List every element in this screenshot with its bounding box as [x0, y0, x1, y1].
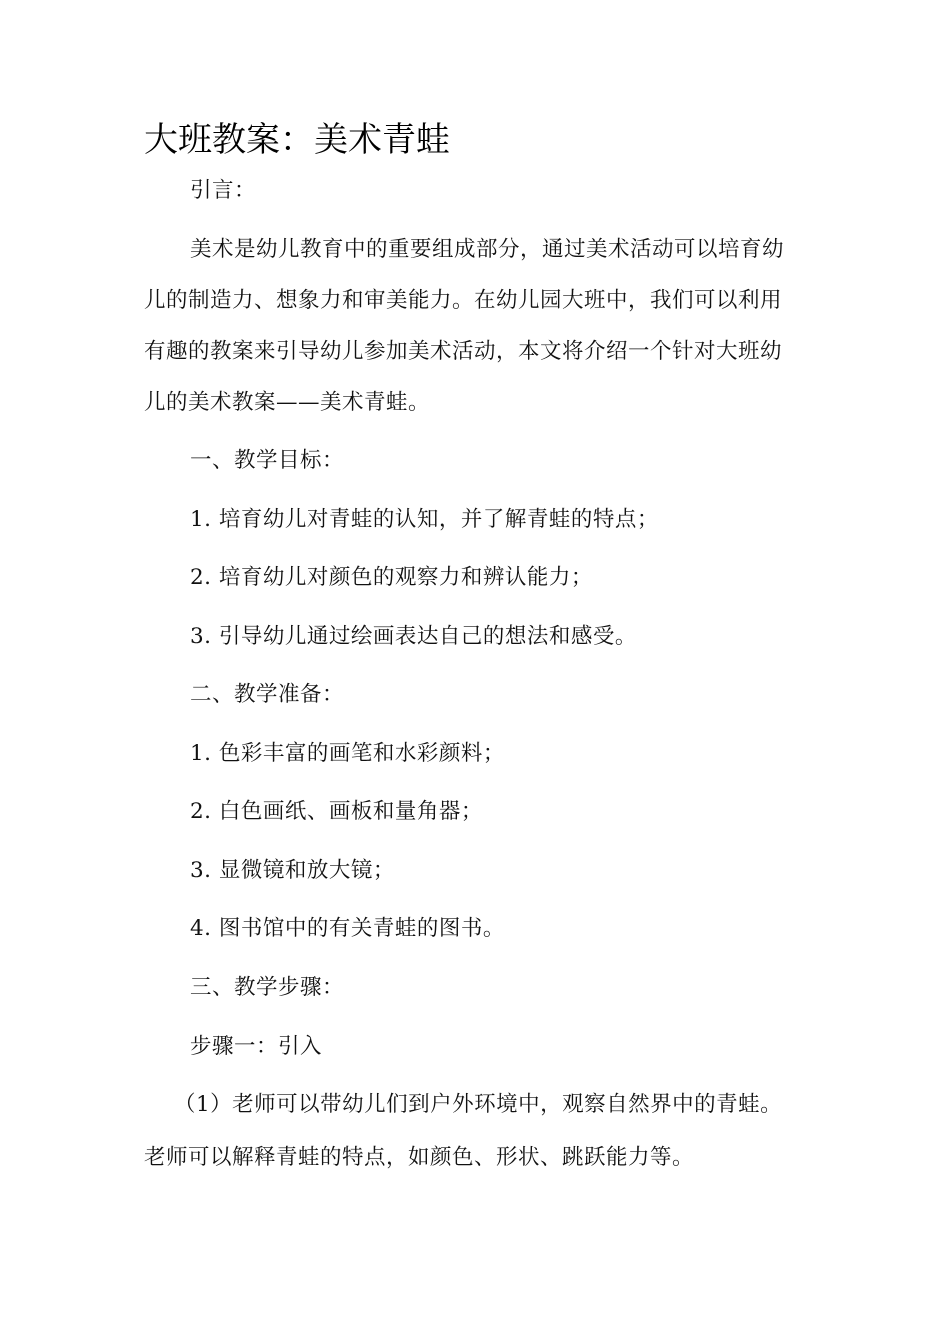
list-item: 3. 显微镜和放大镜；	[190, 858, 395, 883]
list-item: 2. 白色画纸、画板和量角器；	[190, 799, 483, 824]
intro-heading: 引言：	[190, 178, 257, 203]
section-heading-steps: 三、教学步骤：	[190, 975, 345, 1000]
list-item: 1. 培育幼儿对青蛙的认知，并了解青蛙的特点；	[190, 507, 659, 532]
list-item: 1. 色彩丰富的画笔和水彩颜料；	[190, 741, 505, 766]
section-heading-goals: 一、教学目标：	[190, 448, 345, 473]
paragraph-line: 有趣的教案来引导幼儿参加美术活动，本文将介绍一个针对大班幼	[144, 339, 783, 364]
section-heading-prep: 二、教学准备：	[190, 682, 345, 707]
paragraph-line: （1）老师可以带幼儿们到户外环境中，观察自然界中的青蛙。	[174, 1092, 783, 1117]
step-heading: 步骤一：引入	[190, 1034, 323, 1059]
paragraph-line: 老师可以解释青蛙的特点，如颜色、形状、跳跃能力等。	[144, 1145, 695, 1170]
page-title: 大班教案：美术青蛙	[144, 120, 450, 160]
list-item: 4. 图书馆中的有关青蛙的图书。	[190, 916, 505, 941]
list-item: 3. 引导幼儿通过绘画表达自己的想法和感受。	[190, 624, 637, 649]
paragraph-line: 美术是幼儿教育中的重要组成部分，通过美术活动可以培育幼	[190, 237, 785, 262]
list-item: 2. 培育幼儿对颜色的观察力和辨认能力；	[190, 565, 593, 590]
paragraph-line: 儿的美术教案——美术青蛙。	[144, 390, 431, 415]
document-body	[144, 0, 804, 1344]
paragraph-line: 儿的制造力、想象力和审美能力。在幼儿园大班中，我们可以利用	[144, 288, 783, 313]
